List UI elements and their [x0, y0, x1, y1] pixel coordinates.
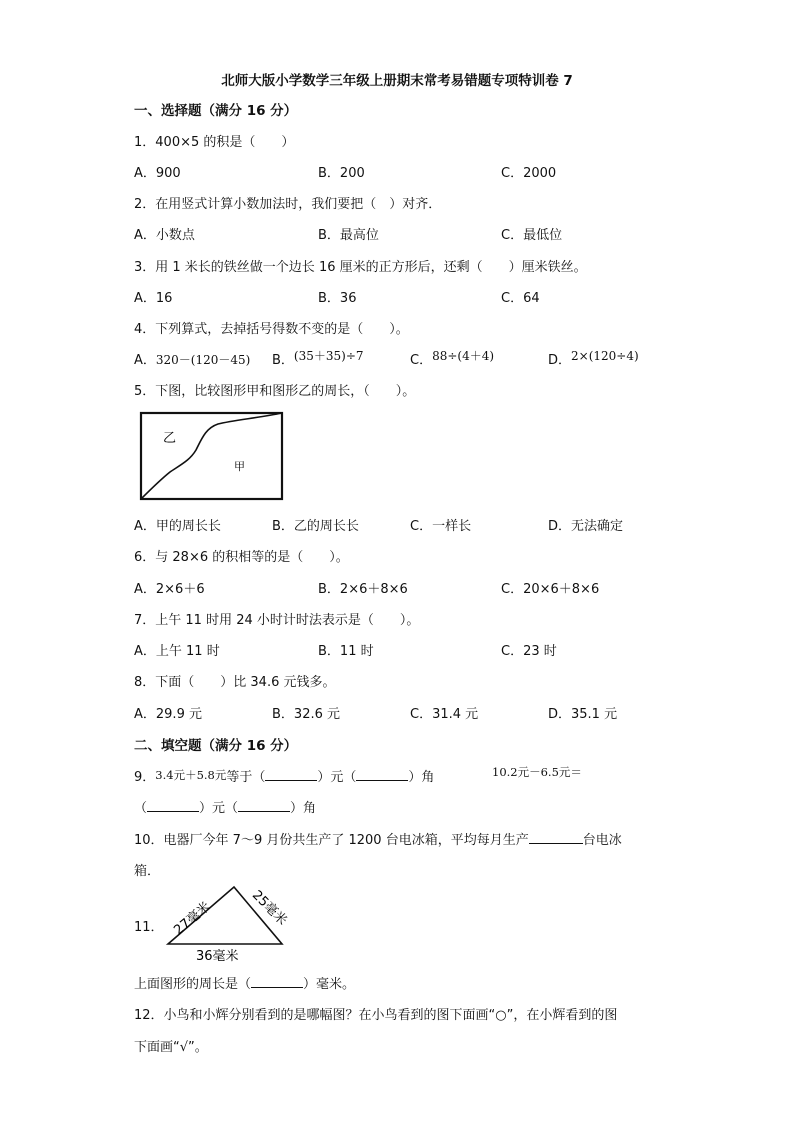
question-7-option-b: B．11 时 [318, 644, 374, 659]
question-4-stem: 4．下列算式，去掉括号得数不变的是（ ）。 [134, 322, 409, 337]
question-2-option-c: C．最低位 [501, 228, 563, 243]
question-10-line-1 [134, 829, 622, 848]
text: 上面图形的周长是（ [134, 977, 252, 992]
figure-label-yi: 乙 [163, 431, 177, 446]
text: ）角 [408, 770, 435, 785]
option-expression: 320－(120－45) [155, 353, 251, 367]
question-4-option-c [410, 349, 494, 368]
question-6-stem: 6．与 28×6 的积相等的是（ ）。 [134, 550, 349, 565]
question-3-option-a: A．16 [134, 291, 173, 306]
question-7-option-a: A．上午 11 时 [134, 644, 220, 659]
question-1-option-c: C．2000 [501, 166, 557, 181]
question-12-line-2: 下面画“√”。 [134, 1040, 208, 1055]
answer-blank[interactable] [529, 831, 583, 844]
question-6-option-a: A．2×6＋6 [134, 582, 205, 597]
question-4-option-b [272, 349, 364, 368]
triangle-side-left-label: 27毫米 [171, 899, 214, 939]
figure-rectangle [141, 413, 282, 499]
question-3-option-b: B．36 [318, 291, 357, 306]
figure-label-jia: 甲 [234, 460, 245, 473]
figure-curve [141, 413, 282, 499]
question-8-option-a: A．29.9 元 [134, 707, 202, 722]
question-5-option-c: C．一样长 [410, 519, 472, 534]
question-5-stem: 5．下图，比较图形甲和图形乙的周长，（ ）。 [134, 384, 416, 399]
question-5-option-d: D．无法确定 [548, 519, 624, 534]
question-11-triangle-figure [160, 884, 290, 964]
expression-2: 10.2元－6.5元＝ [492, 765, 582, 779]
question-8-stem: 8．下面（ ）比 34.6 元钱多。 [134, 675, 336, 690]
section-heading-choice: 一、选择题（满分 16 分） [134, 103, 298, 119]
question-6-option-c: C．20×6＋8×6 [501, 582, 600, 597]
question-8-option-c: C．31.4 元 [410, 707, 479, 722]
question-2-stem: 2．在用竖式计算小数加法时，我们要把（ ）对齐． [134, 197, 442, 212]
question-4-option-d [548, 349, 639, 368]
question-1-option-b: B．200 [318, 166, 365, 181]
text: ）元（ [199, 801, 239, 816]
question-8-option-d: D．35.1 元 [548, 707, 618, 722]
question-6-option-b: B．2×6＋8×6 [318, 582, 408, 597]
question-9-line-2 [134, 797, 316, 816]
question-11-number: 11． [134, 920, 164, 935]
question-2-option-a: A．小数点 [134, 228, 195, 243]
question-4-option-a [134, 349, 250, 368]
triangle-side-right-label: 25毫米 [248, 887, 290, 929]
question-5-option-a: A．甲的周长长 [134, 519, 221, 534]
option-expression: (35＋35)÷7 [293, 349, 364, 363]
expression-1: 3.4元＋5.8元 [155, 768, 227, 782]
question-5-option-b: B．乙的周长长 [272, 519, 359, 534]
question-5-figure [138, 410, 288, 502]
option-label: D． [548, 353, 572, 368]
text: 10．电器厂今年 7～9 月份共生产了 1200 台电冰箱，平均每月生产 [134, 833, 529, 848]
question-7-option-c: C．23 时 [501, 644, 557, 659]
question-8-option-b: B．32.6 元 [272, 707, 340, 722]
question-12-line-1: 12．小鸟和小辉分别看到的是哪幅图？在小鸟看到的图下面画“○”，在小辉看到的图 [134, 1008, 618, 1023]
text: ）元（ [317, 770, 357, 785]
answer-blank[interactable] [147, 799, 199, 812]
section-heading-fill: 二、填空题（满分 16 分） [134, 738, 298, 754]
option-label: A． [134, 353, 156, 368]
question-number: 9． [134, 770, 156, 785]
text: 等于（ [226, 770, 266, 785]
question-3-stem: 3．用 1 米长的铁丝做一个边长 16 厘米的正方形后，还剩（ ）厘米铁丝。 [134, 260, 587, 275]
question-1-option-a: A．900 [134, 166, 181, 181]
option-expression: 2×(120÷4) [571, 349, 639, 363]
answer-blank[interactable] [356, 768, 408, 781]
option-label: B． [272, 353, 294, 368]
text: 台电冰 [582, 833, 622, 848]
question-2-option-b: B．最高位 [318, 228, 379, 243]
triangle-side-bottom-label: 36毫米 [196, 949, 239, 964]
question-10-line-2: 箱． [134, 864, 161, 879]
text: （ [134, 801, 148, 816]
option-label: C． [410, 353, 433, 368]
question-1-stem: 1．400×5 的积是（ ） [134, 135, 295, 150]
text: ）毫米。 [303, 977, 356, 992]
question-11-answer-line [134, 973, 355, 992]
answer-blank[interactable] [251, 975, 303, 988]
option-expression: 88÷(4＋4) [432, 349, 495, 363]
page-title: 北师大版小学数学三年级上册期末常考易错题专项特训卷 7 [221, 73, 573, 89]
text: ）角 [290, 801, 317, 816]
question-7-stem: 7．上午 11 时用 24 小时计时法表示是（ ）。 [134, 613, 420, 628]
question-3-option-c: C．64 [501, 291, 540, 306]
question-9-line-1 [134, 766, 434, 785]
answer-blank[interactable] [238, 799, 290, 812]
answer-blank[interactable] [265, 768, 317, 781]
